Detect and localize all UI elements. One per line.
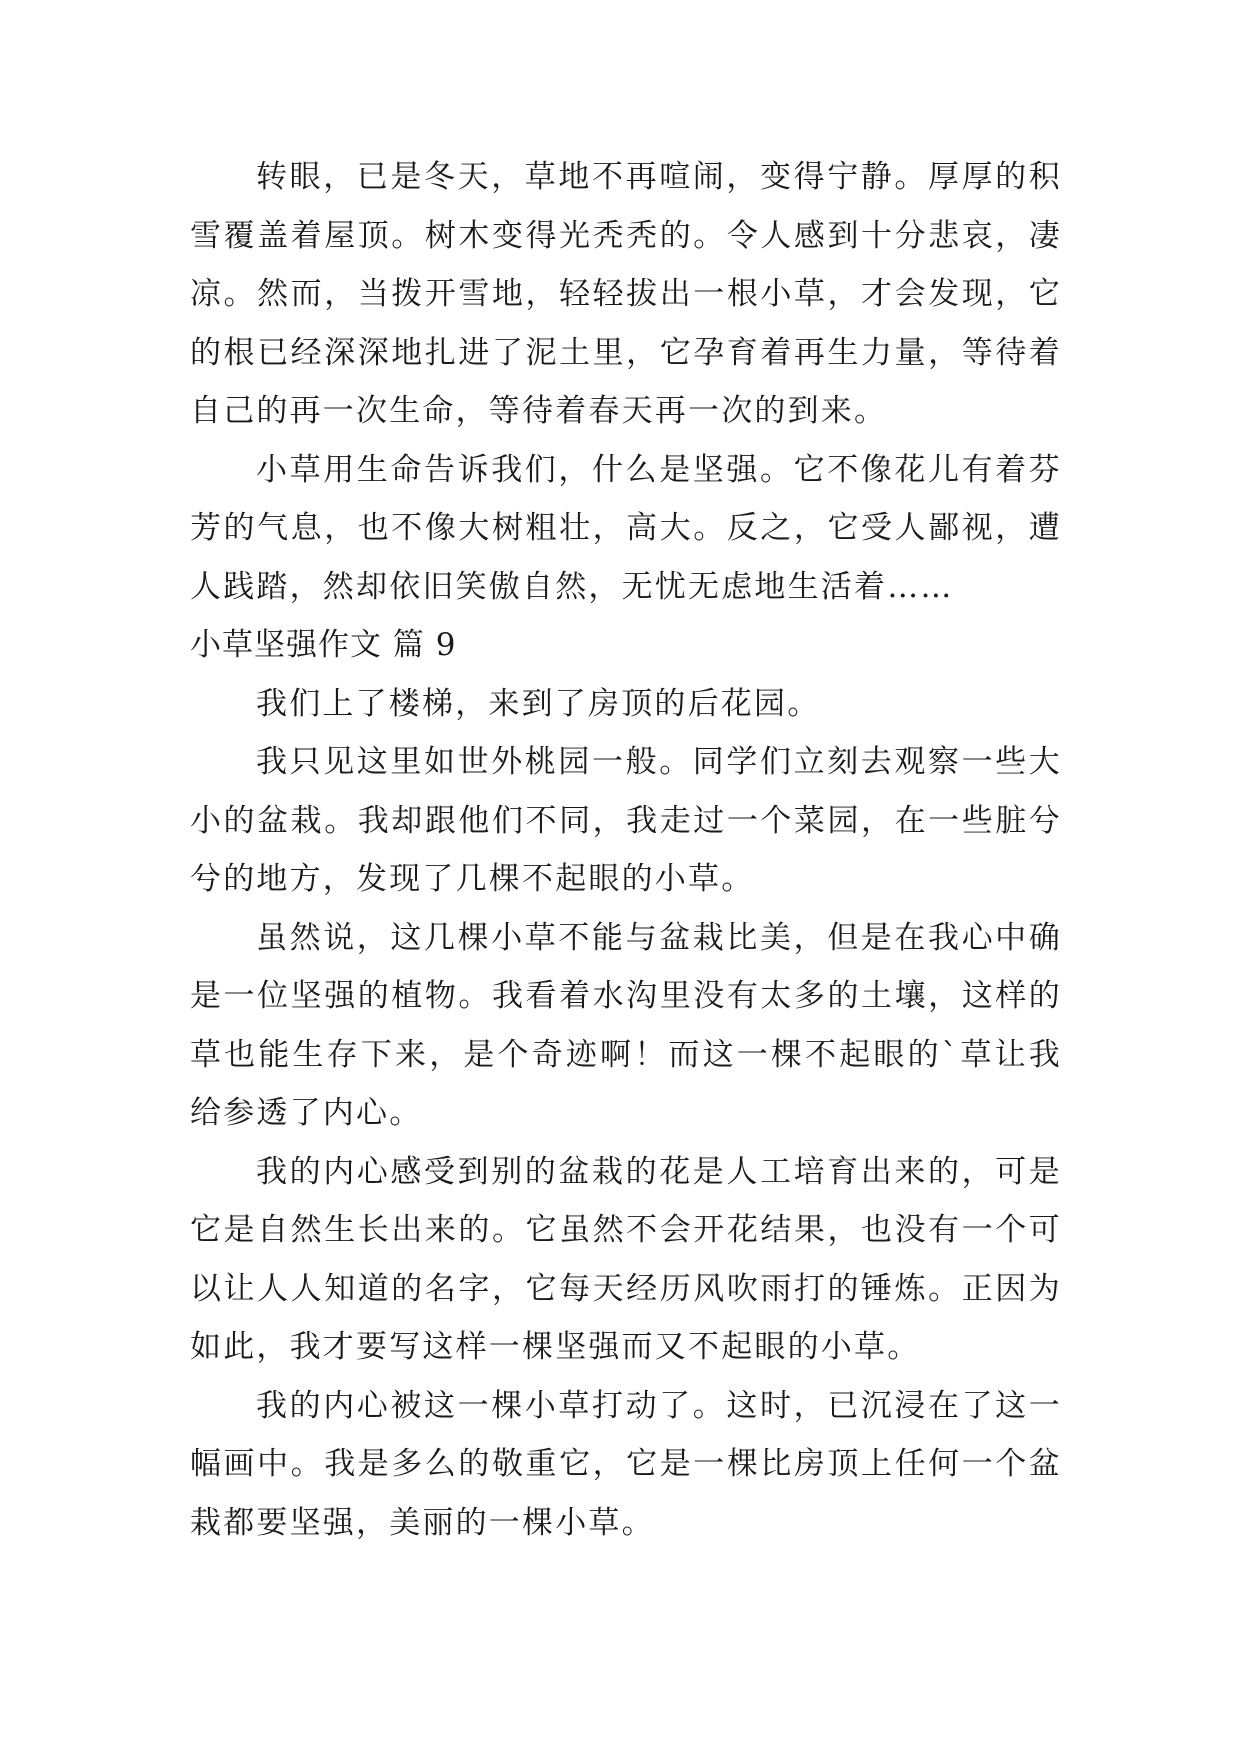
paragraph-conclusion: 我的内心被这一棵小草打动了。这时，已沉浸在了这一幅画中。我是多么的敬重它，它是一棵比房顶上任何一个盆栽都要坚强，美丽的一棵小草。	[190, 1387, 1062, 1541]
paragraph-strength: 小草用生命告诉我们，什么是坚强。它不像花儿有着芬芳的气息，也不像大树粗壮，高大。反之，它受人鄙视，遭人践踏，然却依旧笑傲自然，无忧无虑地生活着……	[190, 451, 1062, 605]
section-heading: 小草坚强作文 篇 9	[190, 627, 457, 663]
paragraph-comparison: 虽然说，这几棵小草不能与盆栽比美，但是在我心中确是一位坚强的植物。我看着水沟里没有太多的土壤，这样的草也能生存下来，是个奇迹啊！而这一棵不起眼的`草让我给参透了内心。	[190, 919, 1062, 1131]
paragraph-stairs: 我们上了楼梯，来到了房顶的后花园。	[256, 685, 821, 722]
article-body	[190, 148, 1062, 1552]
paragraph-nature: 我的内心感受到别的盆栽的花是人工培育出来的，可是它是自然生长出来的。它虽然不会开花结果，也没有一个可以让人人知道的名字，它每天经历风吹雨打的锤炼。正因为如此，我才要写这样一棵坚强而又不起眼的小草。	[190, 1153, 1062, 1365]
paragraph-garden: 我只见这里如世外桃园一般。同学们立刻去观察一些大小的盆栽。我却跟他们不同，我走过一个菜园，在一些脏兮兮的地方，发现了几棵不起眼的小草。	[190, 744, 1062, 897]
paragraph-winter: 转眼，已是冬天，草地不再喧闹，变得宁静。厚厚的积雪覆盖着屋顶。树木变得光秃秃的。令人感到十分悲哀，凄凉。然而，当拨开雪地，轻轻拔出一根小草，才会发现，它的根已经深深地扎进了泥土里，它孕育着再生力量，等待着自己的再一次生命，等待着春天再一次的到来。	[190, 159, 1062, 429]
